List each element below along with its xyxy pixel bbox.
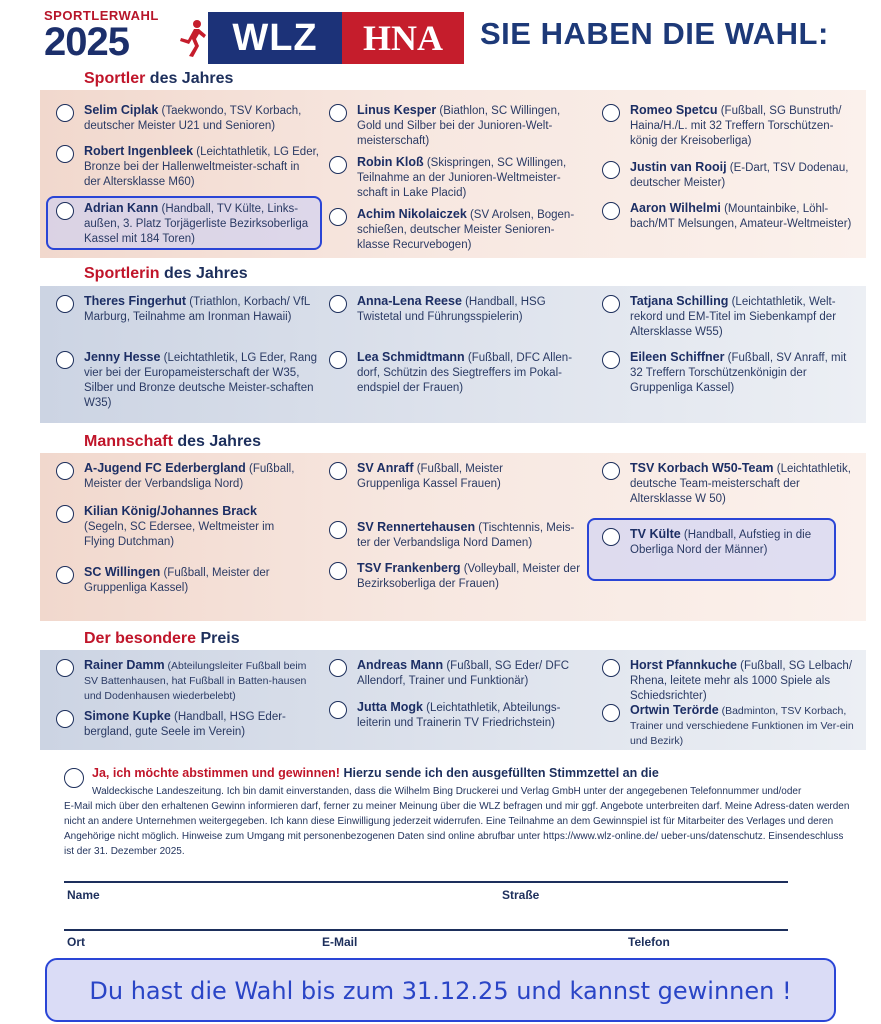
candidate-name: SV Rennertehausen xyxy=(357,520,476,534)
candidate-name: SC Willingen xyxy=(84,565,161,579)
email-field-label: E-Mail xyxy=(322,935,358,949)
candidate-entry[interactable] xyxy=(357,700,587,731)
vote-radio[interactable] xyxy=(602,462,620,480)
vote-radio[interactable] xyxy=(329,659,347,677)
candidate-name: Kilian König/Johannes Brack xyxy=(84,504,257,518)
candidate-description: (Abteilungsleiter Fußball beim SV Battenhausen, hat Fußball in Batten-hausen und Dodenhausen wiederbelebt) xyxy=(84,660,307,702)
candidate-description: (Mountainbike, Löhl-bach/MT Melsungen, Amateur-Weltmeister) xyxy=(630,203,852,230)
phone-field-label: Telefon xyxy=(628,935,670,949)
candidate-entry[interactable] xyxy=(84,294,319,325)
candidate-name: Rainer Damm xyxy=(84,658,165,672)
candidate-description: (Leichtathletik, LG Eder, Rang vier bei der Europameisterschaft der W35, Silber und Bronze deutsche Meister-schaften W35) xyxy=(84,352,318,409)
candidate-name: Jenny Hesse xyxy=(84,350,161,364)
section-title-preis xyxy=(84,630,240,648)
candidate-name: Aaron Wilhelmi xyxy=(630,201,721,215)
candidate-name: Theres Fingerhut xyxy=(84,294,187,308)
candidate-name: Anna-Lena Reese xyxy=(357,294,462,308)
vote-radio[interactable] xyxy=(329,104,347,122)
candidate-name: TSV Frankenberg xyxy=(357,561,461,575)
candidate-entry[interactable] xyxy=(84,565,284,596)
candidate-entry[interactable] xyxy=(357,155,587,201)
section-title-highlight: Der besondere xyxy=(84,630,197,647)
logo-sportlerwahl-text: SPORTLERWAHL xyxy=(44,8,159,23)
candidate-description: (Fußball, Meister Gruppenliga Kassel Frauen) xyxy=(357,463,503,490)
page-headline: SIE HABEN DIE WAHL: xyxy=(480,16,829,51)
candidate-name: TSV Korbach W50-Team xyxy=(630,461,774,475)
candidate-name: Selim Ciplak xyxy=(84,103,159,117)
candidate-description: (Segeln, SC Edersee, Weltmeister im Flying Dutchman) xyxy=(84,521,275,548)
city-field-label: Ort xyxy=(67,935,85,949)
candidate-name: Lea Schmidtmann xyxy=(357,350,465,364)
section-title-suffix: Preis xyxy=(196,630,240,647)
candidate-description: (Tischtennis, Meis-ter der Verbandsliga Nord Damen) xyxy=(357,522,575,549)
candidate-name: Eileen Schiffner xyxy=(630,350,725,364)
vote-radio[interactable] xyxy=(602,351,620,369)
candidate-description: (Fußball, Meister der Gruppenliga Kassel) xyxy=(84,567,270,594)
candidate-entry[interactable] xyxy=(357,103,587,149)
candidate-name: Linus Kesper xyxy=(357,103,437,117)
vote-radio[interactable] xyxy=(329,521,347,539)
vote-radio[interactable] xyxy=(56,351,74,369)
candidate-entry[interactable] xyxy=(357,207,587,253)
candidate-name: Andreas Mann xyxy=(357,658,444,672)
candidate-description: (Handball, HSG Eder-bergland, gute Seele im Verein) xyxy=(84,711,286,738)
candidate-name: Horst Pfannkuche xyxy=(630,658,737,672)
candidate-entry[interactable] xyxy=(84,461,319,492)
street-field-label: Straße xyxy=(502,888,540,902)
candidate-entry[interactable] xyxy=(357,561,587,592)
candidate-name: SV Anraff xyxy=(357,461,414,475)
vote-radio[interactable] xyxy=(329,562,347,580)
candidate-name: Achim Nikolaiczek xyxy=(357,207,467,221)
promo-banner-text: Du hast die Wahl bis zum 31.12.25 und kannst gewinnen ! xyxy=(89,977,792,1005)
candidate-name: Adrian Kann xyxy=(84,201,159,215)
consent-text xyxy=(64,784,854,859)
candidate-description: (Leichtathletik, Abteilungs-leiterin und Trainerin TV Friedrichstein) xyxy=(357,702,561,729)
vote-radio[interactable] xyxy=(329,462,347,480)
candidate-entry[interactable] xyxy=(630,703,858,749)
candidate-entry[interactable] xyxy=(357,658,587,689)
vote-radio[interactable] xyxy=(56,659,74,677)
candidate-description: (SV Arolsen, Bogen-schießen, deutscher Meister Senioren-klasse Recurvebogen) xyxy=(357,209,575,251)
vote-radio[interactable] xyxy=(329,208,347,226)
candidate-description: (Fußball, SG Lelbach/ Rhena, leitete mehr als 1000 Spiele als Schiedsrichter) xyxy=(630,660,853,702)
vote-radio[interactable] xyxy=(602,704,620,722)
candidate-entry[interactable] xyxy=(630,461,858,507)
vote-radio[interactable] xyxy=(329,701,347,719)
vote-radio[interactable] xyxy=(602,104,620,122)
candidate-description: (Fußball, SG Bunstruth/ Haina/H./L. mit 32 Treffern Torschützen-könig der Kreisoberliga) xyxy=(630,105,842,147)
candidate-entry[interactable] xyxy=(357,294,587,325)
sportlerwahl-logo xyxy=(44,6,443,64)
candidate-entry[interactable] xyxy=(84,658,319,704)
candidate-description: (Biathlon, SC Willingen, Gold und Silber bei der Junioren-Welt-meisterschaft) xyxy=(357,105,561,147)
candidate-entry[interactable] xyxy=(630,160,858,191)
candidate-entry[interactable] xyxy=(84,350,319,411)
section-title-suffix: des Jahres xyxy=(145,70,234,87)
consent-heading xyxy=(92,766,659,780)
candidate-name: A-Jugend FC Ederbergland xyxy=(84,461,246,475)
runner-icon xyxy=(177,18,207,58)
section-title-suffix: des Jahres xyxy=(172,433,261,450)
vote-radio[interactable] xyxy=(602,202,620,220)
vote-radio[interactable] xyxy=(602,659,620,677)
candidate-description: (Triathlon, Korbach/ VfL Marburg, Teilnahme am Ironman Hawaii) xyxy=(84,296,310,323)
candidate-description: (Taekwondo, TSV Korbach, deutscher Meister U21 und Senioren) xyxy=(84,105,302,132)
candidate-description: (Fußball, DFC Allen-dorf, Schützin des Siegtreffers im Pokal-endspiel der Frauen) xyxy=(357,352,573,394)
section-title-mannschaft xyxy=(84,433,261,451)
logo-hna: HNA xyxy=(342,12,464,64)
vote-radio[interactable] xyxy=(56,462,74,480)
vote-radio[interactable] xyxy=(56,104,74,122)
logo-wlz: WLZ xyxy=(208,12,342,64)
section-title-sportlerin xyxy=(84,265,248,283)
candidate-entry[interactable] xyxy=(630,294,858,340)
consent-heading-highlight: Ja, ich möchte abstimmen und gewinnen! xyxy=(92,766,340,780)
candidate-name: TV Külte xyxy=(630,527,681,541)
candidate-description: (Handball, HSG Twistetal und Führungsspielerin) xyxy=(357,296,546,323)
candidate-name: Jutta Mogk xyxy=(357,700,423,714)
section-title-highlight: Mannschaft xyxy=(84,433,173,450)
header xyxy=(0,0,881,70)
vote-radio[interactable] xyxy=(329,156,347,174)
candidate-entry[interactable] xyxy=(630,201,858,232)
vote-radio[interactable] xyxy=(602,528,620,546)
promo-banner xyxy=(45,958,836,1022)
candidate-description: (Skispringen, SC Willingen, Teilnahme an der Junioren-Weltmeister-schaft in Lake Placid) xyxy=(357,157,567,199)
consent-text-first-line: Waldeckische Landeszeitung. Ich bin damit einverstanden, dass die Wilhelm Bing Druckerei und Verlag GmbH unter der angegebenen Telefonnummer und/oder xyxy=(92,786,802,797)
candidate-description: (Fußball, SG Eder/ DFC Allendorf, Trainer und Funktionär) xyxy=(357,660,570,687)
candidate-entry[interactable] xyxy=(630,527,825,558)
name-street-field-line[interactable] xyxy=(64,929,788,931)
candidate-entry[interactable] xyxy=(357,461,517,492)
candidate-entry[interactable] xyxy=(357,350,587,396)
candidate-name: Tatjana Schilling xyxy=(630,294,729,308)
vote-radio[interactable] xyxy=(602,161,620,179)
candidate-description: (Leichtathletik, LG Eder, Bronze bei der Hallenweltmeister-schaft in der Altersklasse M60) xyxy=(84,146,319,188)
candidate-entry[interactable] xyxy=(84,103,319,134)
candidate-description: (Badminton, TSV Korbach, Trainer und verschiedene Funktionen im Ver-ein und Bezirk) xyxy=(630,705,854,747)
vote-radio[interactable] xyxy=(56,505,74,523)
vote-radio[interactable] xyxy=(56,295,74,313)
candidate-description: (E-Dart, TSV Dodenau, deutscher Meister) xyxy=(630,162,849,189)
name-field-label: Name xyxy=(67,888,100,902)
candidate-name: Ortwin Terörde xyxy=(630,703,719,717)
candidate-description: (Fußball, Meister der Verbandsliga Nord) xyxy=(84,463,295,490)
candidate-description: (Handball, TV Külte, Links-außen, 3. Platz Torjägerliste Bezirksoberliga Kassel mit 184 Toren) xyxy=(84,203,309,245)
candidate-entry[interactable] xyxy=(357,520,587,551)
logo-year: 2025 xyxy=(44,20,129,64)
candidate-entry[interactable] xyxy=(630,658,858,704)
candidate-name: Robin Kloß xyxy=(357,155,424,169)
section-title-highlight: Sportler xyxy=(84,70,146,87)
form-line-top xyxy=(64,881,788,883)
vote-radio[interactable] xyxy=(56,566,74,584)
vote-radio[interactable] xyxy=(56,145,74,163)
candidate-entry[interactable] xyxy=(630,103,858,149)
candidate-description: (Leichtathletik, Welt-rekord und EM-Titel im Siebenkampf der Altersklasse W55) xyxy=(630,296,837,338)
candidate-name: Justin van Rooij xyxy=(630,160,727,174)
candidate-name: Robert Ingenbleek xyxy=(84,144,194,158)
section-title-highlight: Sportlerin xyxy=(84,265,160,282)
candidate-entry[interactable] xyxy=(84,201,314,247)
section-title-suffix: des Jahres xyxy=(159,265,248,282)
vote-radio[interactable] xyxy=(329,351,347,369)
vote-radio[interactable] xyxy=(329,295,347,313)
vote-radio[interactable] xyxy=(56,202,74,220)
section-title-sportler xyxy=(84,70,233,88)
candidate-name: Simone Kupke xyxy=(84,709,171,723)
candidate-entry[interactable] xyxy=(84,144,319,190)
vote-radio[interactable] xyxy=(602,295,620,313)
candidate-entry[interactable] xyxy=(630,350,858,396)
candidate-entry[interactable] xyxy=(84,709,319,740)
candidate-description: (Volleyball, Meister der Bezirksoberliga der Frauen) xyxy=(357,563,581,590)
consent-heading-rest: Hierzu sende ich den ausgefüllten Stimmzettel an die xyxy=(339,766,659,780)
candidate-description: (Leichtathletik, deutsche Team-meisterschaft der Altersklasse W 50) xyxy=(630,463,851,505)
candidate-description: (Fußball, SV Anraff, mit 32 Treffern Torschützenkönigin der Gruppenliga Kassel) xyxy=(630,352,847,394)
vote-radio[interactable] xyxy=(56,710,74,728)
consent-text-rest: E-Mail mich über den erhaltenen Gewinn informieren darf, ferner zu meiner Meinung über die WLZ befragen und mir ggf. Angebote unterbreiten darf. Meine Adress-daten werden nicht an andere Unternehmen weitergegeben. Ich kann diese Einwilligung jederzeit widerrufen. Eine Teilnahme an dem Gewinnspiel ist für Mitarbeiter des Verlages und deren Angehörige nicht möglich. Hinweise zum Umgang mit personenbezogenen Daten sind online abrufbar unter https://www.wlz-online.de/ ueber-uns/datenschutz. Einsendeschluss ist der 31. Dezember 2025. xyxy=(64,801,850,857)
candidate-entry[interactable] xyxy=(84,504,284,550)
candidate-name: Romeo Spetcu xyxy=(630,103,718,117)
candidate-description: (Handball, Aufstieg in die Oberliga Nord der Männer) xyxy=(630,529,812,556)
